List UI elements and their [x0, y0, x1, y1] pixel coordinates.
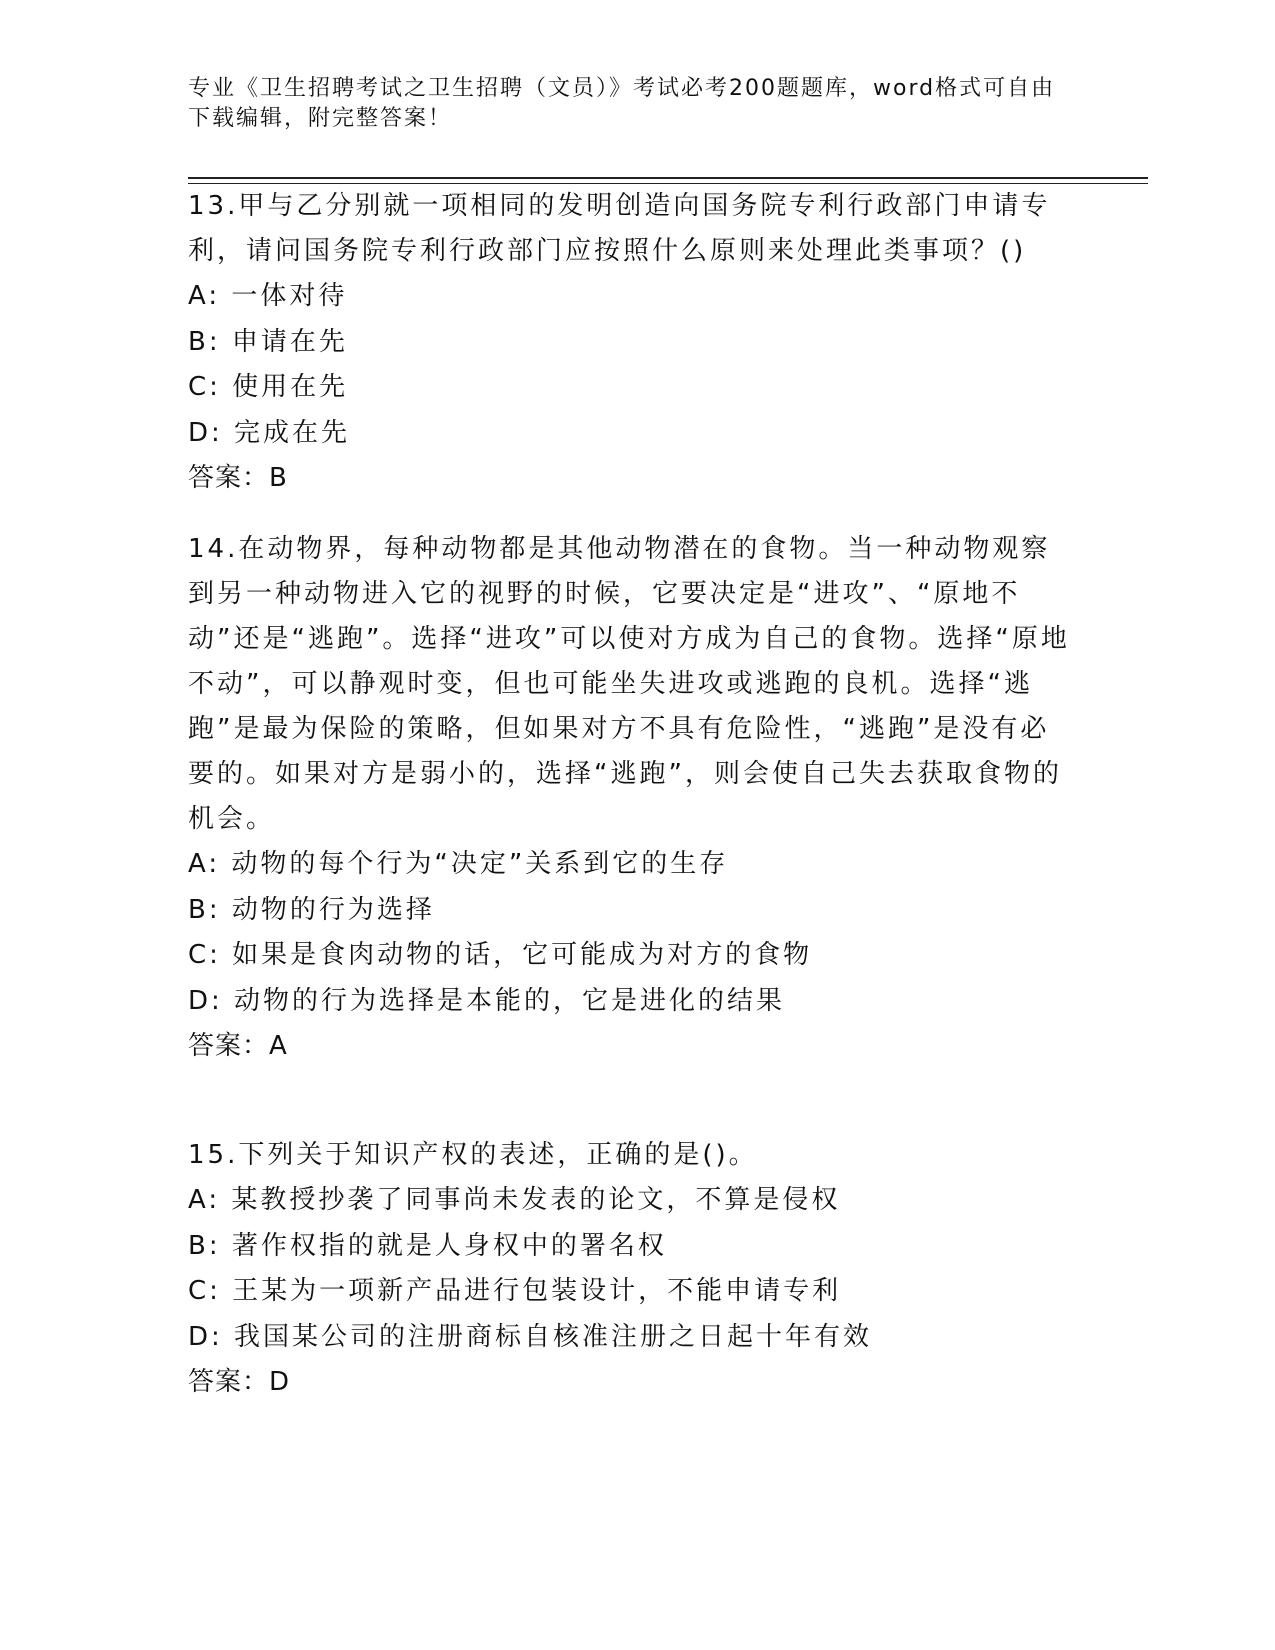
option-a: A: 一体对待: [188, 281, 348, 311]
answer: 答案：A: [188, 1031, 288, 1061]
option-d: D: 完成在先: [188, 417, 351, 448]
option-c: C: 如果是食肉动物的话，它可能成为对方的食物: [188, 940, 813, 970]
header-divider: [188, 177, 1148, 179]
option-a: A: 某教授抄袭了同事尚未发表的论文，不算是侵权: [188, 1185, 841, 1215]
question-text: 15.下列关于知识产权的表述，正确的是()。: [188, 1140, 758, 1170]
answer: 答案：B: [188, 463, 288, 493]
question-text: 13.甲与乙分别就一项相同的发明创造向国务院专利行政部门申请专利，请问国务院专利行政部门应按照什么原则来处理此类事项？(): [188, 191, 1051, 266]
option-d: D: 动物的行为选择是本能的，它是进化的结果: [188, 985, 786, 1016]
question-14: [188, 527, 1078, 1069]
option-a: A: 动物的每个行为“决定”关系到它的生存: [188, 849, 729, 879]
document-header: 专业《卫生招聘考试之卫生招聘（文员）》考试必考200题题库，word格式可自由下载编辑，附完整答案！: [188, 76, 1056, 131]
option-c: C: 使用在先: [188, 372, 349, 402]
question-15: [188, 1133, 1078, 1405]
question-13: [188, 184, 1078, 501]
option-b: B: 著作权指的就是人身权中的署名权: [188, 1230, 667, 1261]
option-d: D: 我国某公司的注册商标自核准注册之日起十年有效: [188, 1321, 873, 1352]
question-text: 14.在动物界，每种动物都是其他动物潜在的食物。当一种动物观察到另一种动物进入它的视野的时候，它要决定是“进攻”、“原地不动”还是“逃跑”。选择“进攻”可以使对方成为自己的食物。选择“原地不动”，可以静观时变，但也可能坐失进攻或逃跑的良机。选择“逃跑”是最为保险的策略，但如果对方不具有危险性，“逃跑”是没有必要的。如果对方是弱小的，选择“逃跑”，则会使自己失去获取食物的机会。: [188, 534, 1070, 834]
option-c: C: 王某为一项新产品进行包装设计，不能申请专利: [188, 1276, 842, 1306]
answer: 答案：D: [188, 1367, 291, 1397]
option-b: B: 申请在先: [188, 326, 348, 357]
option-b: B: 动物的行为选择: [188, 894, 435, 925]
